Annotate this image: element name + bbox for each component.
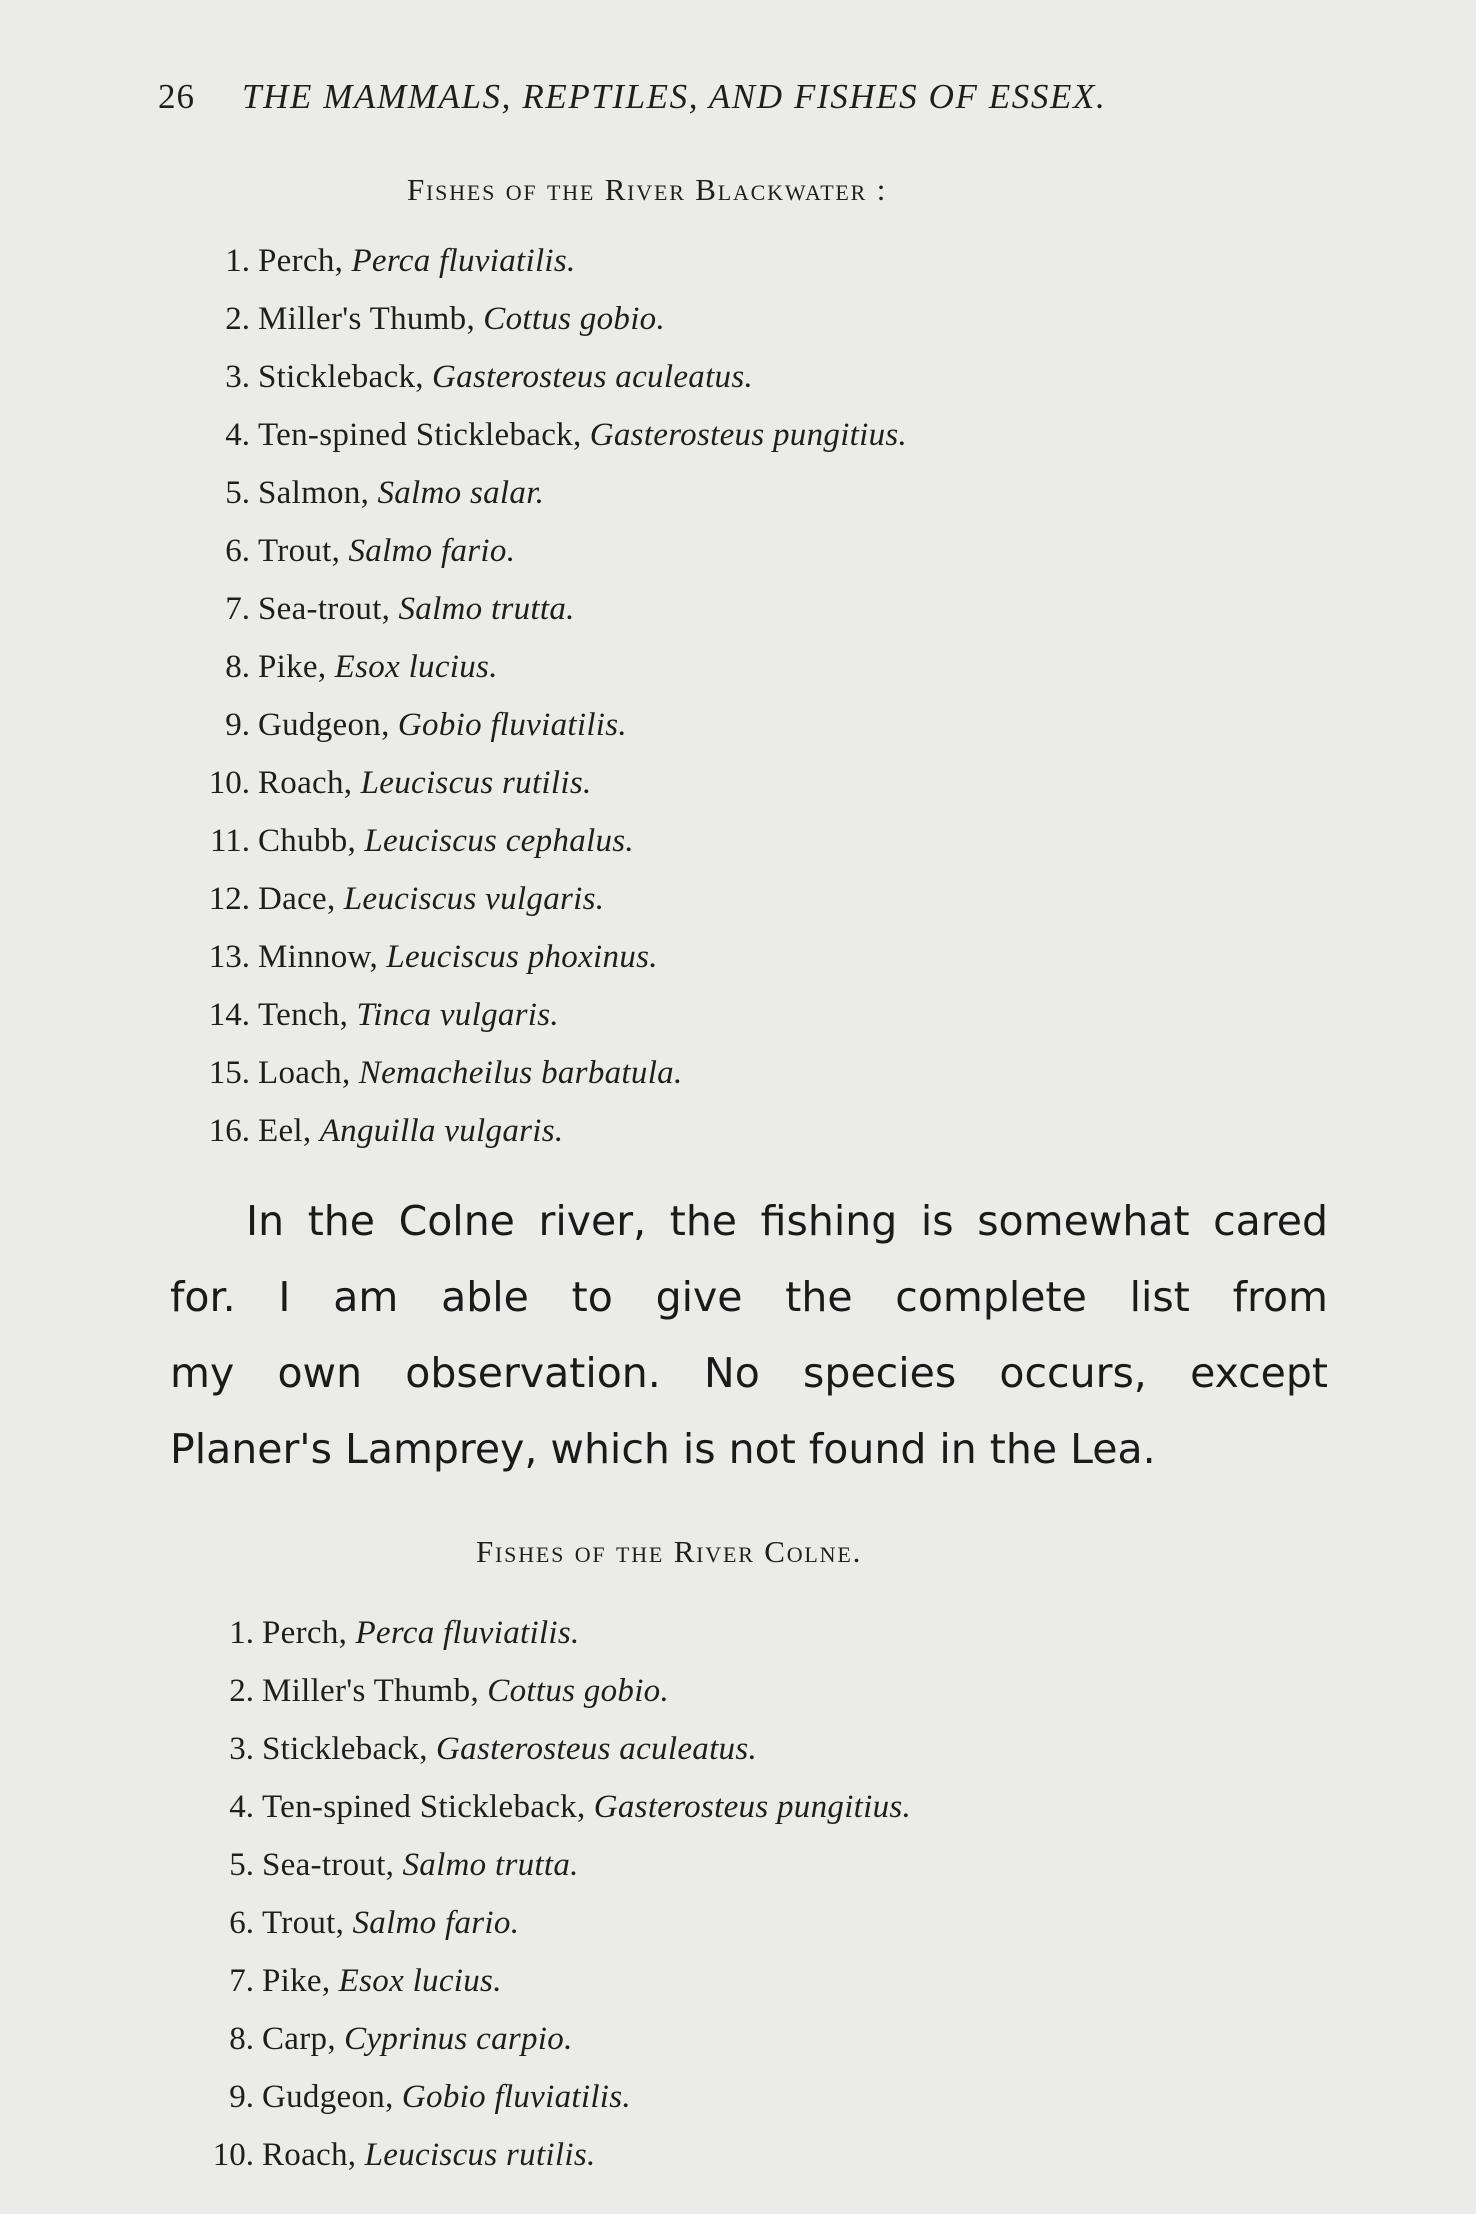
list-item: 2. Miller's Thumb, Cottus gobio. <box>229 1673 670 1709</box>
running-title: THE MAMMALS, REPTILES, AND FISHES OF ESSEX. <box>242 77 1107 116</box>
list-item: 2. Miller's Thumb, Cottus gobio. <box>225 301 666 337</box>
list-item: 14. Tench, Tinca vulgaris. <box>208 997 559 1033</box>
paragraph-line: my own observation. No species occurs, except <box>170 1349 1328 1397</box>
list-item: 8. Carp, Cyprinus carpio. <box>229 2021 573 2057</box>
list-item: 1. Perch, Perca fluviatilis. <box>229 1615 580 1651</box>
list-item: 11. Chubb, Leuciscus cephalus. <box>209 823 634 859</box>
list-item: 4. Ten-spined Stickleback, Gasterosteus pungitius. <box>225 417 908 453</box>
list-item: 12. Dace, Leuciscus vulgaris. <box>208 881 605 917</box>
colne-fish-list <box>188 1604 911 2184</box>
list-item: 3. Stickleback, Gasterosteus aculeatus. <box>225 359 754 395</box>
colne-heading: Fishes of the River Colne. <box>476 1534 863 1569</box>
paragraph-line: In the Colne river, the fishing is somewhat cared <box>246 1197 1328 1245</box>
list-item: 6. Trout, Salmo fario. <box>225 533 516 569</box>
list-item: 10. Roach, Leuciscus rutilis. <box>212 2137 596 2173</box>
list-item: 4. Ten-spined Stickleback, Gasterosteus pungitius. <box>229 1789 912 1825</box>
page-number: 26 <box>158 77 195 116</box>
list-item: 6. Trout, Salmo fario. <box>229 1905 520 1941</box>
list-item: 13. Minnow, Leuciscus phoxinus. <box>208 939 658 975</box>
list-item: 1. Perch, Perca fluviatilis. <box>225 243 576 279</box>
list-item: 5. Salmon, Salmo salar. <box>225 475 545 511</box>
list-item: 7. Pike, Esox lucius. <box>229 1963 502 1999</box>
running-head <box>158 72 1248 122</box>
body-paragraph <box>170 1183 1328 1487</box>
list-item: 9. Gudgeon, Gobio fluviatilis. <box>229 2079 631 2115</box>
paragraph-line: Planer's Lamprey, which is not found in the Lea. <box>170 1425 1156 1473</box>
list-item: 3. Stickleback, Gasterosteus aculeatus. <box>229 1731 758 1767</box>
list-item: 15. Loach, Nemacheilus barbatula. <box>208 1055 683 1091</box>
list-item: 5. Sea-trout, Salmo trutta. <box>229 1847 579 1883</box>
list-item: 8. Pike, Esox lucius. <box>225 649 498 685</box>
list-item: 10. Roach, Leuciscus rutilis. <box>208 765 592 801</box>
list-item: 9. Gudgeon, Gobio fluviatilis. <box>225 707 627 743</box>
blackwater-heading: Fishes of the River Blackwater : <box>407 172 888 207</box>
list-item: 7. Sea-trout, Salmo trutta. <box>225 591 575 627</box>
list-item: 16. Eel, Anguilla vulgaris. <box>208 1113 564 1149</box>
blackwater-fish-list <box>184 232 907 1160</box>
paragraph-line: for. I am able to give the complete list from <box>170 1273 1328 1321</box>
